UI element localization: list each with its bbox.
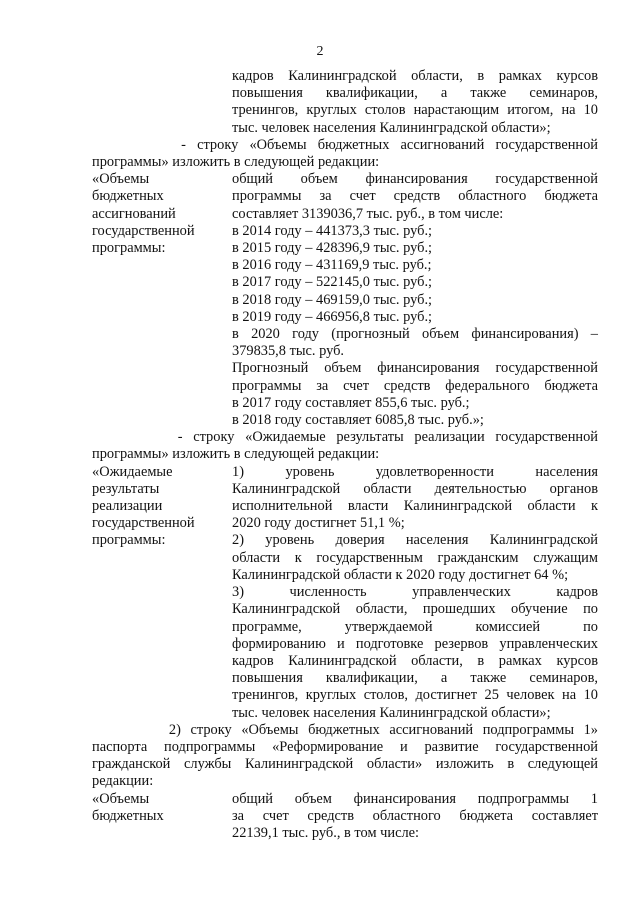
paragraph bbox=[92, 722, 598, 791]
passport-row bbox=[92, 171, 598, 429]
paragraph bbox=[92, 137, 598, 171]
value-line: области к государственным гражданским служащим bbox=[232, 549, 598, 566]
value-line: в 2014 году – 441373,3 тыс. руб.; bbox=[232, 222, 433, 239]
value-line: программы за счет средств федерального бюджета bbox=[232, 377, 598, 394]
text-line: кадров Калининградской области, в рамках курсов bbox=[232, 68, 598, 84]
value-line: 2) уровень доверия населения Калининградской bbox=[232, 532, 598, 549]
passport-row bbox=[92, 464, 598, 722]
label-line: программы: bbox=[92, 532, 166, 549]
text-line: тренингов, круглых столов нарастающим итогом, на 10 bbox=[232, 102, 598, 119]
passport-row-value bbox=[232, 171, 598, 429]
value-line: в 2015 году – 428396,9 тыс. руб.; bbox=[232, 240, 433, 257]
value-line: в 2019 году – 466956,8 тыс. руб.; bbox=[232, 308, 433, 325]
value-line: в 2018 году составляет 6085,8 тыс. руб.»; bbox=[232, 412, 484, 429]
value-line: в 2020 году (прогнозный объем финансирования) – bbox=[232, 326, 598, 343]
value-line: тренингов, круглых столов, достигнет 25 человек на 10 bbox=[232, 687, 598, 704]
label-line: результаты bbox=[92, 480, 160, 497]
value-line: 2020 году достигнет 51,1 %; bbox=[232, 515, 405, 532]
passport-row-value bbox=[232, 464, 598, 722]
value-line: Калининградской области деятельностью органов bbox=[232, 480, 598, 497]
value-line: общий объем финансирования государственной bbox=[232, 171, 598, 188]
text-line: редакции: bbox=[92, 773, 154, 790]
text-line: паспорта подпрограммы «Реформирование и развитие государственной bbox=[92, 738, 598, 755]
value-line: в 2017 году составляет 855,6 тыс. руб.; bbox=[232, 394, 470, 411]
label-line: программы: bbox=[92, 240, 166, 257]
value-line: Прогнозный объем финансирования государственной bbox=[232, 360, 598, 377]
value-line: кадров Калининградской области, в рамках курсов bbox=[232, 652, 598, 669]
page-number: 2 bbox=[316, 44, 324, 59]
value-line: общий объем финансирования подпрограммы 1 bbox=[232, 790, 598, 807]
label-line: бюджетных bbox=[92, 188, 164, 205]
passport-row bbox=[92, 791, 598, 843]
value-line: в 2016 году – 431169,9 тыс. руб.; bbox=[232, 257, 432, 274]
value-line: Калининградской области к 2020 году достигнет 64 %; bbox=[232, 566, 569, 583]
value-line: 1) уровень удовлетворенности населения bbox=[232, 463, 598, 480]
continued-paragraph bbox=[92, 68, 598, 137]
value-line: формированию и подготовке резервов управленческих bbox=[232, 635, 598, 652]
passport-row-value bbox=[232, 791, 598, 843]
label-line: «Объемы bbox=[92, 790, 150, 807]
text-line: 2) строку «Объемы бюджетных ассигнований подпрограммы 1» bbox=[92, 721, 598, 738]
value-line: 3) численность управленческих кадров bbox=[232, 584, 598, 601]
text-line: - строку «Объемы бюджетных ассигнований государственной bbox=[92, 136, 598, 153]
label-line: государственной bbox=[92, 515, 195, 532]
value-line: программы за счет средств областного бюджета bbox=[232, 188, 598, 205]
value-line: тыс. человек населения Калининградской области»; bbox=[232, 704, 551, 721]
passport-row-label bbox=[92, 464, 232, 722]
value-line: в 2018 году – 469159,0 тыс. руб.; bbox=[232, 291, 433, 308]
passport-row-label bbox=[92, 171, 232, 429]
label-line: «Ожидаемые bbox=[92, 463, 173, 480]
label-line: реализации bbox=[92, 498, 163, 515]
value-line: 22139,1 тыс. руб., в том числе: bbox=[232, 824, 420, 841]
text-line: программы» изложить в следующей редакции: bbox=[92, 154, 380, 171]
paragraph bbox=[92, 429, 598, 463]
value-line: исполнительной власти Калининградской области к bbox=[232, 498, 598, 515]
value-line: повышения квалификации, а также семинаров, bbox=[232, 670, 598, 687]
value-line: за счет средств областного бюджета составляет bbox=[232, 807, 598, 824]
text-line: - строку «Ожидаемые результаты реализации государственной bbox=[92, 429, 598, 446]
value-line: 379835,8 тыс. руб. bbox=[232, 343, 345, 360]
text-line: гражданской службы Калининградской области» изложить в следующей bbox=[92, 756, 598, 773]
text-line: программы» изложить в следующей редакции: bbox=[92, 446, 380, 463]
label-line: ассигнований bbox=[92, 205, 176, 222]
value-line: программе, утверждаемой комиссией по bbox=[232, 618, 598, 635]
value-line: Калининградской области, прошедших обучение по bbox=[232, 601, 598, 618]
value-line: составляет 3139036,7 тыс. руб., в том числе: bbox=[232, 205, 504, 222]
label-line: бюджетных bbox=[92, 807, 164, 824]
document-body bbox=[92, 68, 598, 842]
label-line: государственной bbox=[92, 222, 195, 239]
label-line: «Объемы bbox=[92, 171, 150, 188]
text-line: повышения квалификации, а также семинаров, bbox=[232, 85, 598, 102]
passport-row-label bbox=[92, 791, 232, 843]
text-line: тыс. человек населения Калининградской области»; bbox=[232, 119, 551, 136]
value-line: в 2017 году – 522145,0 тыс. руб.; bbox=[232, 274, 433, 291]
